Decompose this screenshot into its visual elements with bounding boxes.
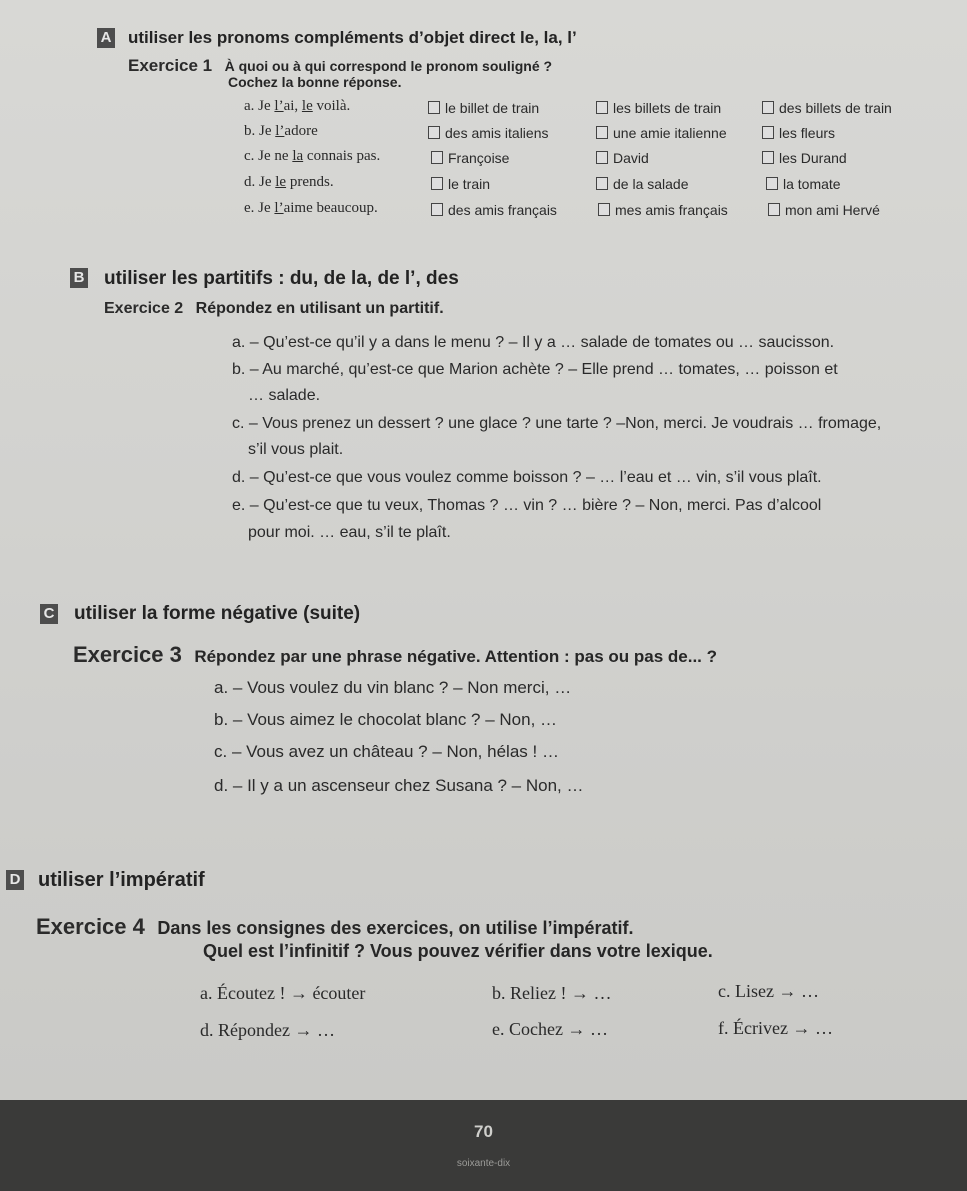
ex2-line-e: e. – Qu’est-ce que tu veux, Thomas ? … vin ? … bière ? – Non, merci. Pas d’alcool: [232, 497, 822, 514]
checkbox[interactable]: [598, 203, 610, 216]
checkbox[interactable]: [762, 126, 774, 139]
ex1-row-b-question: b. Je l’adore: [244, 123, 318, 139]
exercise-instruction: Dans les consignes des exercices, on utilise l’impératif.: [157, 918, 634, 938]
exercise-instruction-2: Quel est l’infinitif ? Vous pouvez vérifier dans votre lexique.: [203, 941, 713, 961]
ex1-row-c-option-1[interactable]: Françoise: [431, 150, 509, 166]
ex2-line-d: d. – Qu’est-ce que vous voulez comme boisson ? – … l’eau et … vin, s’il vous plaît.: [232, 469, 822, 486]
exercise-instruction: Répondez par une phrase négative. Attention : pas ou pas de... ?: [194, 647, 717, 666]
ex2-line-c-cont: s’il vous plait.: [248, 441, 344, 458]
ex1-row-a-question: a. Je l’ai, le voilà.: [244, 98, 351, 114]
section-letter-d: D: [6, 870, 24, 890]
ex1-row-e-question: e. Je l’aime beaucoup.: [244, 200, 378, 216]
section-letter-c: C: [40, 604, 58, 624]
page-footer: [0, 1100, 967, 1191]
ex2-line-a: a. – Qu’est-ce qu’il y a dans le menu ? – Il y a … salade de tomates ou … saucisson.: [232, 334, 835, 351]
ex2-line-e-cont: pour moi. … eau, s’il te plaît.: [248, 524, 451, 541]
exercise-label: Exercice 4: [36, 914, 145, 939]
checkbox[interactable]: [762, 101, 774, 114]
ex4-item-a: a. Écoutez ! → écouter: [200, 983, 366, 1003]
ex4-item-d: d. Répondez → …: [200, 1020, 335, 1040]
exercise-label: Exercice 2: [104, 300, 184, 317]
ex1-row-b-option-3[interactable]: les fleurs: [762, 125, 835, 141]
ex2-line-c: c. – Vous prenez un dessert ? une glace ? une tarte ? –Non, merci. Je voudrais … fromage,: [232, 415, 882, 432]
ex1-row-b-option-1[interactable]: des amis italiens: [428, 125, 549, 141]
ex1-row-d-question: d. Je le prends.: [244, 174, 334, 190]
ex1-row-e-option-2[interactable]: mes amis français: [598, 202, 728, 218]
checkbox[interactable]: [428, 126, 440, 139]
ex1-row-c-option-2[interactable]: David: [596, 150, 649, 166]
ex2-line-b-cont: … salade.: [248, 387, 321, 404]
checkbox[interactable]: [431, 203, 443, 216]
page-number-words: soixante-dix: [456, 1158, 511, 1169]
ex1-row-a-option-3[interactable]: des billets de train: [762, 100, 892, 116]
ex4-item-f: f. Écrivez → …: [718, 1018, 833, 1038]
exercise-instruction-2: Cochez la bonne réponse.: [228, 74, 402, 90]
ex1-row-d-option-2[interactable]: de la salade: [596, 176, 689, 192]
ex1-row-e-option-3[interactable]: mon ami Hervé: [768, 202, 880, 218]
checkbox[interactable]: [766, 177, 778, 190]
ex4-item-c: c. Lisez → …: [718, 981, 819, 1001]
ex3-line-c: c. – Vous avez un château ? – Non, hélas ! …: [214, 742, 559, 761]
section-letter-a: A: [97, 28, 115, 48]
exercise-instruction: À quoi ou à qui correspond le pronom souligné ?: [224, 58, 553, 74]
ex2-line-b: b. – Au marché, qu’est-ce que Marion achète ? – Elle prend … tomates, … poisson et: [232, 361, 838, 378]
ex1-row-a-option-1[interactable]: le billet de train: [428, 100, 539, 116]
checkbox[interactable]: [431, 151, 443, 164]
section-c-title: utiliser la forme négative (suite): [74, 603, 361, 624]
ex3-line-a: a. – Vous voulez du vin blanc ? – Non merci, …: [214, 678, 572, 697]
ex1-row-c-option-3[interactable]: les Durand: [762, 150, 847, 166]
checkbox[interactable]: [596, 101, 608, 114]
section-d-title: utiliser l’impératif: [38, 869, 205, 891]
ex1-row-b-option-2[interactable]: une amie italienne: [596, 125, 727, 141]
exercise-label: Exercice 1: [128, 56, 213, 75]
checkbox[interactable]: [596, 177, 608, 190]
ex1-row-d-option-3[interactable]: la tomate: [766, 176, 841, 192]
section-b-title: utiliser les partitifs : du, de la, de l’, des: [104, 268, 459, 289]
section-letter-b: B: [70, 268, 88, 288]
ex1-row-d-option-1[interactable]: le train: [431, 176, 490, 192]
checkbox[interactable]: [596, 151, 608, 164]
ex1-row-e-option-1[interactable]: des amis français: [431, 202, 557, 218]
ex4-item-b: b. Reliez ! → …: [492, 983, 612, 1003]
exercise-1-heading: [128, 56, 552, 76]
checkbox[interactable]: [762, 151, 774, 164]
page-number: 70: [474, 1122, 493, 1141]
section-a-title: utiliser les pronoms compléments d’objet direct le, la, l’: [128, 28, 577, 47]
ex3-line-d: d. – Il y a un ascenseur chez Susana ? – Non, …: [214, 776, 584, 795]
ex3-line-b: b. – Vous aimez le chocolat blanc ? – Non, …: [214, 710, 558, 729]
checkbox[interactable]: [428, 101, 440, 114]
checkbox[interactable]: [431, 177, 443, 190]
exercise-2-heading: [104, 300, 444, 318]
checkbox[interactable]: [768, 203, 780, 216]
exercise-instruction: Répondez en utilisant un partitif.: [195, 300, 444, 317]
exercise-label: Exercice 3: [73, 642, 182, 667]
ex4-item-e: e. Cochez → …: [492, 1019, 608, 1039]
ex1-row-a-option-2[interactable]: les billets de train: [596, 100, 721, 116]
ex1-row-c-question: c. Je ne la connais pas.: [244, 148, 381, 164]
checkbox[interactable]: [596, 126, 608, 139]
exercise-4-heading: [36, 914, 634, 940]
exercise-3-heading: [73, 642, 717, 668]
